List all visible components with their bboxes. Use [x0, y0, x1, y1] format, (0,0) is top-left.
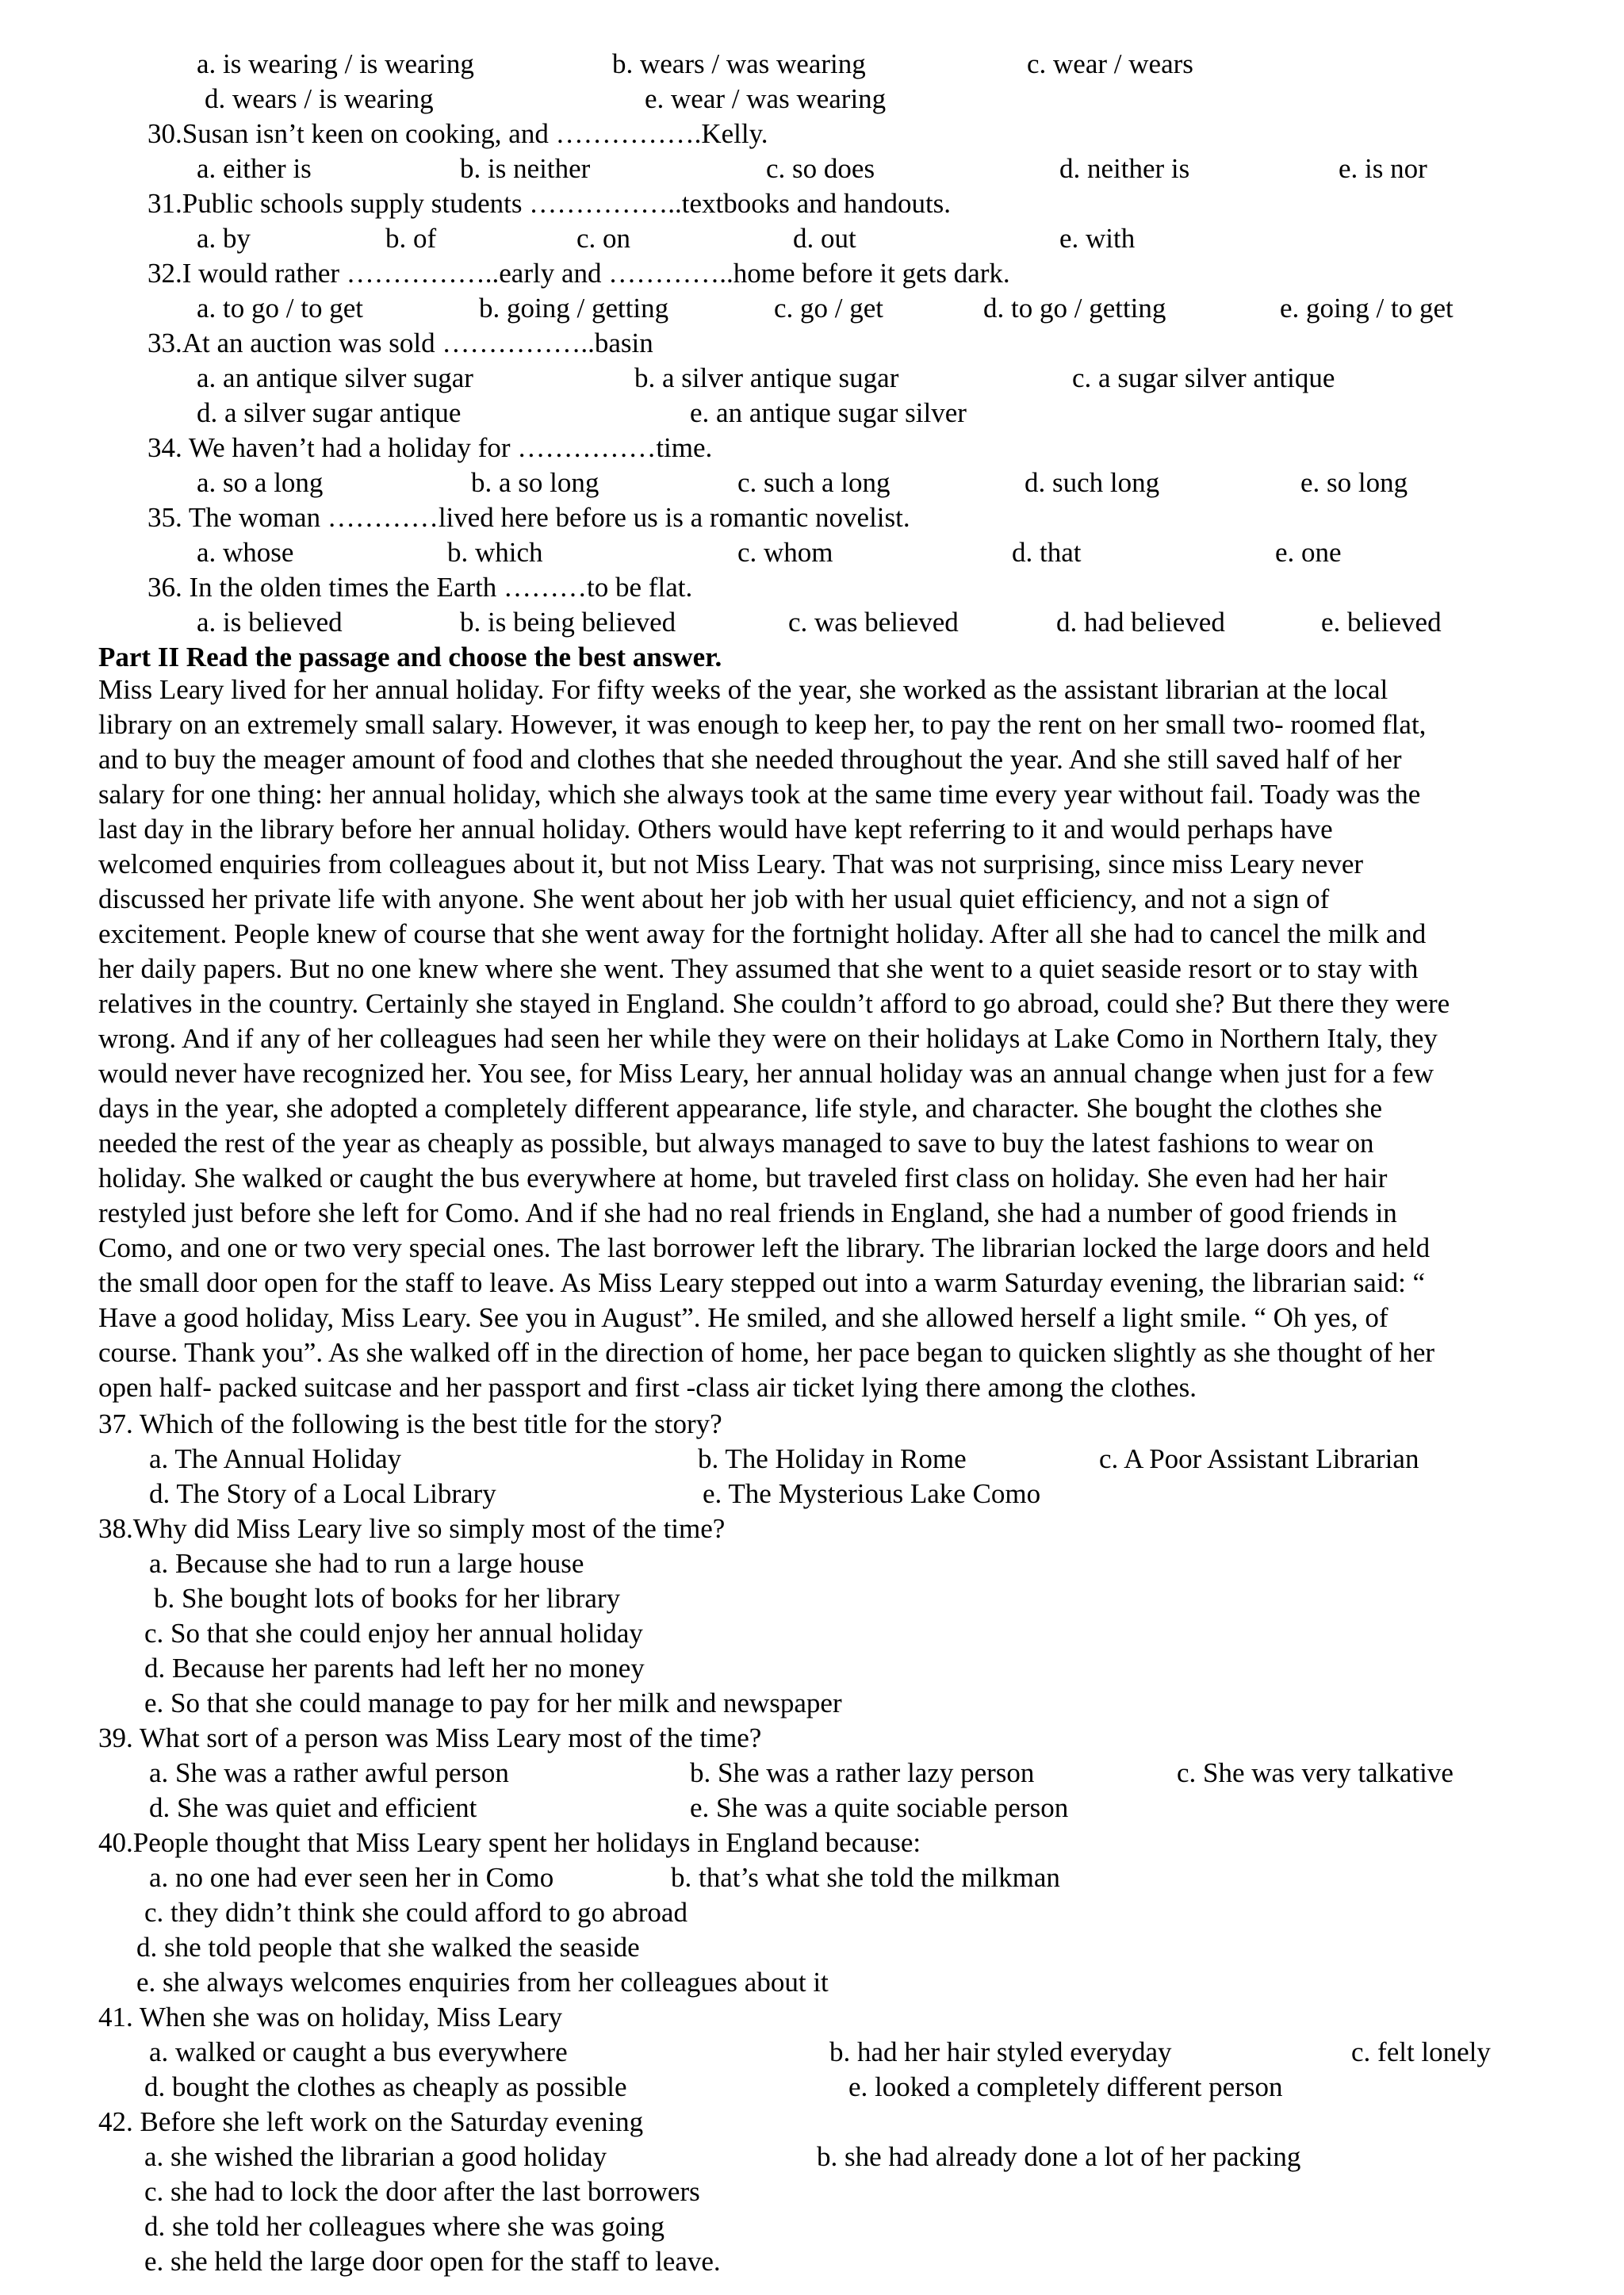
q41-option-d: d. bought the clothes as cheaply as possible	[144, 2071, 627, 2102]
passage-line: her daily papers. But no one knew where she went. They assumed that she went to a quiet seaside resort or to stay with	[98, 953, 1419, 984]
q42-stem: 42. Before she left work on the Saturday evening	[98, 2106, 644, 2137]
q30-stem-row	[0, 117, 1624, 151]
q36-option-b: b. is being believed	[460, 607, 676, 638]
q33-option-a: a. an antique silver sugar	[197, 362, 473, 393]
passage-line: open half- packed suitcase and her passport and first -class air ticket lying there among the clothes.	[98, 1372, 1197, 1403]
q33-option-b: b. a silver antique sugar	[634, 362, 899, 393]
q40-option-c: c. they didn’t think she could afford to go abroad	[144, 1897, 688, 1928]
q32-stem-row	[0, 256, 1624, 291]
q39-option-a: a. She was a rather awful person	[149, 1757, 509, 1788]
passage-line: relatives in the country. Certainly she stayed in England. She couldn’t afford to go abroad, could she? But there they were	[98, 988, 1450, 1019]
q40-options-row-1	[0, 1860, 1624, 1895]
q39-option-c: c. She was very talkative	[1177, 1757, 1454, 1788]
part2-heading-row	[0, 640, 1624, 675]
q40-option-b: b. that’s what she told the milkman	[671, 1862, 1060, 1893]
q29-option-d: d. wears / is wearing	[205, 83, 434, 114]
q29-option-a: a. is wearing / is wearing	[197, 48, 474, 79]
q41-option-a: a. walked or caught a bus everywhere	[149, 2036, 568, 2067]
q33-stem: 33.At an auction was sold ……………..basin	[147, 328, 653, 358]
passage-line: discussed her private life with anyone. She went about her job with her usual quiet efficiency, and not a sign of	[98, 883, 1330, 914]
passage-line: welcomed enquiries from colleagues about it, but not Miss Leary. That was not surprising, since miss Leary never	[98, 849, 1364, 879]
part2-heading: Part II Read the passage and choose the best answer.	[98, 642, 722, 672]
q36-stem-row	[0, 570, 1624, 605]
q40-stem: 40.People thought that Miss Leary spent her holidays in England because:	[98, 1827, 921, 1858]
q36-option-c: c. was believed	[788, 607, 959, 638]
passage-line: wrong. And if any of her colleagues had seen her while they were on their holidays at Lake Como in Northern Italy, they	[98, 1023, 1438, 1054]
passage-line: the small door open for the staff to leave. As Miss Leary stepped out into a warm Saturday evening, the librarian said: “	[98, 1267, 1426, 1298]
q40-option-a: a. no one had ever seen her in Como	[149, 1862, 554, 1893]
q38-stem: 38.Why did Miss Leary live so simply most of the time?	[98, 1513, 726, 1544]
q29-option-b: b. wears / was wearing	[612, 48, 866, 79]
q35-stem: 35. The woman …………lived here before us is a romantic novelist.	[147, 502, 910, 533]
passage-line: holiday. She walked or caught the bus everywhere at home, but traveled first class on holiday. She even had her hair	[98, 1163, 1388, 1193]
q33-options-row-2	[0, 396, 1624, 431]
q34-stem-row	[0, 431, 1624, 466]
q38-option-d: d. Because her parents had left her no money	[144, 1653, 645, 1684]
q30-option-e: e. is nor	[1339, 153, 1427, 184]
q41-stem: 41. When she was on holiday, Miss Leary	[98, 2002, 563, 2033]
passage-line: and to buy the meager amount of food and clothes that she needed throughout the year. And she still saved half of her	[98, 744, 1402, 775]
q40-option-e-row	[0, 1965, 1624, 2000]
q42-stem-row	[0, 2105, 1624, 2140]
passage-line: last day in the library before her annual holiday. Others would have kept referring to it and would perhaps have	[98, 814, 1333, 845]
q40-option-c-row	[0, 1895, 1624, 1930]
q31-options-row	[0, 221, 1624, 256]
q32-option-e: e. going / to get	[1280, 293, 1454, 324]
q36-option-a: a. is believed	[197, 607, 343, 638]
q32-option-b: b. going / getting	[479, 293, 669, 324]
q33-options-row-1	[0, 361, 1624, 396]
passage-line: Have a good holiday, Miss Leary. See you in August”. He smiled, and she allowed herself a light smile. “ Oh yes, of	[98, 1302, 1388, 1333]
q38-option-a: a. Because she had to run a large house	[149, 1548, 584, 1579]
q41-options-row-2	[0, 2070, 1624, 2105]
q39-option-d: d. She was quiet and efficient	[149, 1792, 477, 1823]
q39-option-e: e. She was a quite sociable person	[690, 1792, 1069, 1823]
q38-stem-row	[0, 1511, 1624, 1546]
q41-option-e: e. looked a completely different person	[848, 2071, 1283, 2102]
passage-line: excitement. People knew of course that she went away for the fortnight holiday. After all she had to cancel the milk and	[98, 918, 1427, 949]
q29-options-row-1	[0, 47, 1624, 82]
q41-options-row-1	[0, 2035, 1624, 2070]
passage-line: salary for one thing: her annual holiday, which she always took at the same time every year without fail. Toady was the	[98, 779, 1421, 810]
q42-option-e: e. she held the large door open for the staff to leave.	[144, 2246, 721, 2277]
q30-option-c: c. so does	[766, 153, 875, 184]
q42-option-c-row	[0, 2174, 1624, 2209]
q37-option-a: a. The Annual Holiday	[149, 1443, 402, 1474]
q34-option-b: b. a so long	[471, 467, 599, 498]
q34-stem: 34. We haven’t had a holiday for ……………time.	[147, 432, 713, 463]
q38-option-c-row	[0, 1616, 1624, 1651]
passage-line: restyled just before she left for Como. And if she had no real friends in England, she had a number of good friends in	[98, 1197, 1397, 1228]
passage-line: course. Thank you”. As she walked off in the direction of home, her pace began to quicken slightly as she thought of her	[98, 1337, 1435, 1368]
q32-option-a: a. to go / to get	[197, 293, 363, 324]
q42-option-b: b. she had already done a lot of her packing	[817, 2141, 1301, 2172]
q30-option-d: d. neither is	[1059, 153, 1190, 184]
q38-option-c: c. So that she could enjoy her annual holiday	[144, 1618, 643, 1649]
q41-option-b: b. had her hair styled everyday	[829, 2036, 1172, 2067]
q39-option-b: b. She was a rather lazy person	[690, 1757, 1035, 1788]
q34-option-e: e. so long	[1300, 467, 1408, 498]
passage-line: days in the year, she adopted a completely different appearance, life style, and character. She bought the clothes she	[98, 1093, 1382, 1124]
q31-stem: 31.Public schools supply students ……………..textbooks and handouts.	[147, 188, 952, 219]
passage-line: Miss Leary lived for her annual holiday. For fifty weeks of the year, she worked as the assistant librarian at the local	[98, 674, 1388, 705]
q37-option-e: e. The Mysterious Lake Como	[703, 1478, 1041, 1509]
q40-option-e: e. she always welcomes enquiries from her colleagues about it	[136, 1967, 829, 1998]
q34-options-row	[0, 466, 1624, 500]
q36-option-d: d. had believed	[1056, 607, 1225, 638]
q38-option-e: e. So that she could manage to pay for her milk and newspaper	[144, 1688, 842, 1718]
q38-option-a-row	[0, 1546, 1624, 1581]
q31-option-e: e. with	[1059, 223, 1136, 254]
q37-stem: 37. Which of the following is the best title for the story?	[98, 1408, 722, 1439]
q39-stem: 39. What sort of a person was Miss Leary most of the time?	[98, 1722, 762, 1753]
passage-line: would never have recognized her. You see, for Miss Leary, her annual holiday was an annual change when just for a few	[98, 1058, 1434, 1089]
q31-option-c: c. on	[576, 223, 631, 254]
q34-option-a: a. so a long	[197, 467, 324, 498]
q35-option-d: d. that	[1012, 537, 1082, 568]
q42-option-d-row	[0, 2209, 1624, 2244]
q36-options-row	[0, 605, 1624, 640]
passage-line: library on an extremely small salary. However, it was enough to keep her, to pay the rent on her small two- roomed flat,	[98, 709, 1427, 740]
q40-option-d-row	[0, 1930, 1624, 1965]
q38-option-e-row	[0, 1686, 1624, 1721]
q29-options-row-2	[0, 82, 1624, 117]
q33-stem-row	[0, 326, 1624, 361]
q37-options-row-2	[0, 1477, 1624, 1511]
q31-option-b: b. of	[385, 223, 437, 254]
q36-option-e: e. believed	[1321, 607, 1442, 638]
q31-option-d: d. out	[793, 223, 856, 254]
passage-line: Como, and one or two very special ones. The last borrower left the library. The librarian locked the large doors and held	[98, 1232, 1431, 1263]
q31-option-a: a. by	[197, 223, 251, 254]
q37-option-b: b. The Holiday in Rome	[698, 1443, 967, 1474]
q37-option-d: d. The Story of a Local Library	[149, 1478, 496, 1509]
q33-option-d: d. a silver sugar antique	[197, 397, 462, 428]
q34-option-d: d. such long	[1025, 467, 1160, 498]
q30-option-a: a. either is	[197, 153, 312, 184]
q35-stem-row	[0, 500, 1624, 535]
q41-stem-row	[0, 2000, 1624, 2035]
q30-option-b: b. is neither	[460, 153, 591, 184]
q39-stem-row	[0, 1721, 1624, 1756]
q35-option-e: e. one	[1275, 537, 1342, 568]
q32-option-c: c. go / get	[774, 293, 884, 324]
q30-options-row	[0, 151, 1624, 186]
q41-option-c: c. felt lonely	[1351, 2036, 1491, 2067]
q35-option-a: a. whose	[197, 537, 294, 568]
q42-option-d: d. she told her colleagues where she was going	[144, 2211, 665, 2242]
q35-option-c: c. whom	[737, 537, 833, 568]
q39-options-row-2	[0, 1791, 1624, 1826]
q42-option-e-row	[0, 2244, 1624, 2279]
q42-options-row-1	[0, 2140, 1624, 2174]
q29-option-e: e. wear / was wearing	[645, 83, 887, 114]
q34-option-c: c. such a long	[737, 467, 891, 498]
q35-options-row	[0, 535, 1624, 570]
q40-stem-row	[0, 1826, 1624, 1860]
q32-option-d: d. to go / getting	[983, 293, 1166, 324]
passage-line: needed the rest of the year as cheaply as possible, but always managed to save to buy the latest fashions to wear on	[98, 1128, 1374, 1159]
q38-option-d-row	[0, 1651, 1624, 1686]
q42-option-c: c. she had to lock the door after the last borrowers	[144, 2176, 700, 2207]
q35-option-b: b. which	[447, 537, 543, 568]
q36-stem: 36. In the olden times the Earth ………to be flat.	[147, 572, 693, 603]
q42-option-a: a. she wished the librarian a good holiday	[144, 2141, 607, 2172]
q30-stem: 30.Susan isn’t keen on cooking, and …………….Kelly.	[147, 118, 768, 149]
q39-options-row-1	[0, 1756, 1624, 1791]
q33-option-e: e. an antique sugar silver	[690, 397, 967, 428]
q40-option-d: d. she told people that she walked the seaside	[136, 1932, 640, 1963]
q37-options-row-1	[0, 1442, 1624, 1477]
q37-option-c: c. A Poor Assistant Librarian	[1099, 1443, 1419, 1474]
q32-options-row	[0, 291, 1624, 326]
q29-option-c: c. wear / wears	[1027, 48, 1193, 79]
q32-stem: 32.I would rather ……………..early and …………..home before it gets dark.	[147, 258, 1010, 289]
q31-stem-row	[0, 186, 1624, 221]
q38-option-b-row	[0, 1581, 1624, 1616]
q38-option-b: b. She bought lots of books for her library	[154, 1583, 621, 1614]
q37-stem-row	[0, 1407, 1624, 1442]
q33-option-c: c. a sugar silver antique	[1072, 362, 1335, 393]
